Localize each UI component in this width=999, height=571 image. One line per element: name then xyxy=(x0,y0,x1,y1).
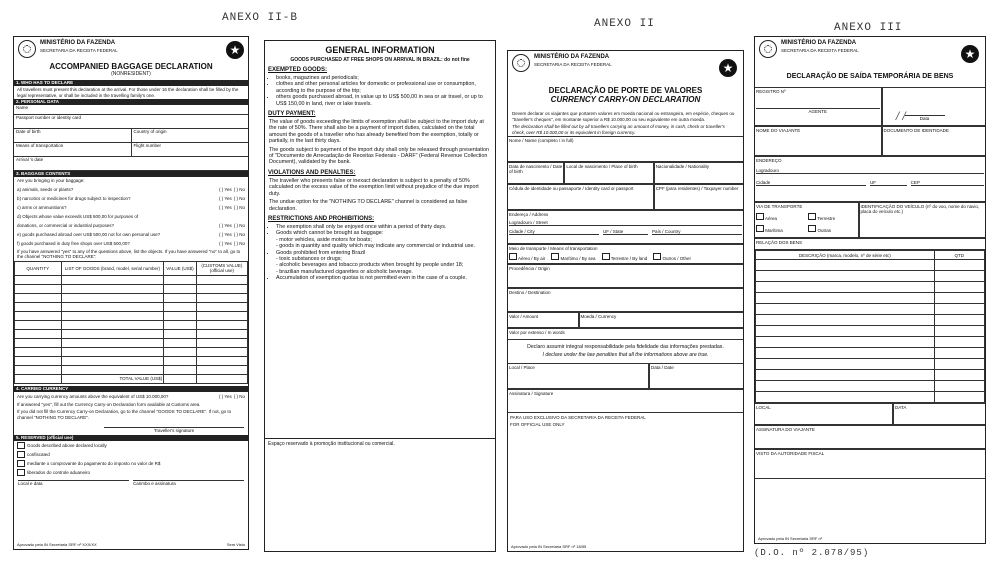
traveller-name-field[interactable]: Nome / Name (completo / in full) xyxy=(508,136,743,162)
transport-land-option[interactable]: Terrestre xyxy=(808,213,856,221)
intro-pt: Devem declarar os viajantes que portarem valores em moeda nacional ou estrangeira, em espécie, cheques ou "traveller's cheques", em montante superior a R$ 10.000,00 ou seu equivalente em outra moeda. xyxy=(512,111,735,122)
form-title-en: CURRENCY CARRY-ON DECLARATION xyxy=(550,95,701,104)
declaration-en: I declare under the law penalties that all the informations above are true. xyxy=(542,351,709,358)
ministry-name: MINISTÉRIO DA FAZENDA xyxy=(534,54,610,60)
table-row xyxy=(756,359,985,370)
currency-note-2: If you did not fill the Currency Carry-on Declaration, go to the channel "GOODS TO DECLARE". If not, go to channel "NOTHING TO DECLARE". xyxy=(17,409,232,420)
currency-type-field[interactable]: Moeda / Currency xyxy=(579,312,744,328)
list-item: • others goods purchased abroad, in value up to US$ 500,00 in sea or air travel, or up to US$ 150,00 in land, river or lake travels. xyxy=(276,94,491,107)
birth-date-field[interactable]: Data de nascimento / Date of birth xyxy=(508,162,564,184)
yes-option[interactable]: ( ) Yes xyxy=(218,393,232,399)
yes-option[interactable]: ( ) Yes xyxy=(218,204,232,210)
destination-field[interactable]: Destino / Destination xyxy=(508,288,743,312)
form-title: DECLARAÇÃO DE SAÍDA TEMPORÁRIA DE BENS xyxy=(786,73,954,80)
baggage-declaration-form xyxy=(13,36,249,550)
table-row xyxy=(756,337,985,348)
transport-other-option[interactable]: Outras xyxy=(808,225,856,233)
official-stamp-signature[interactable]: Carimbo e assinatura xyxy=(133,480,244,486)
restrictions-heading: RESTRICTIONS AND PROHIBITIONS: xyxy=(268,215,375,222)
star-emblem-icon: ★ xyxy=(226,41,244,59)
intro-en: The declaration shall be filled out by all travellers carrying an amount of money, in cash, check or traveller's check, over R$ 10.000,00 or its equivalent in foreign currency. xyxy=(512,124,725,135)
col-value: VALUE (US$) xyxy=(164,261,197,275)
section-1-text: All travellers must present this declaration at the arrival. For those under 16 the declaration shall be filled by the legal representative, or shall be included in the travelling family's one. xyxy=(17,87,239,98)
address-label: Endereço / Address xyxy=(509,212,549,217)
city-field[interactable]: Cidade xyxy=(756,180,866,186)
republic-seal-icon xyxy=(18,40,36,58)
traveller-signature-line[interactable]: Traveller's signature xyxy=(104,427,244,433)
uf-field[interactable]: UF xyxy=(870,180,907,186)
official-check-3: mediante o comprovante do pagamento do imposto no valor de R$ xyxy=(14,459,248,468)
table-row xyxy=(756,348,985,359)
list-item: • Goods prohibited from entering Brazil - toxic substances or drugs; - alcoholic beverages and tobacco products when brought by people under 18; - brazilian manufactured cigarettes or alcoholic beverage. xyxy=(276,250,491,276)
amount-field[interactable]: Valor / Amount xyxy=(508,312,579,328)
table-row xyxy=(15,338,248,347)
table-row xyxy=(15,356,248,365)
col-list-of-goods: LIST OF GOODS (brand, model, serial number) xyxy=(61,261,164,275)
star-emblem-icon: ★ xyxy=(719,59,737,77)
amount-words-field[interactable]: Valor por extenso / In words xyxy=(508,328,743,340)
annex-label-1: ANEXO II-B xyxy=(222,12,299,24)
fiscal-authority-field[interactable]: VISTO DA AUTORIDADE FISCAL xyxy=(755,449,985,479)
country-field[interactable]: País / Country xyxy=(652,229,742,235)
identity-document-field[interactable]: DOCUMENTO DE IDENTIDADE xyxy=(882,126,986,156)
currency-question: Are you carrying currency amounts above the equivalent of US$ 10.000,00? ( ) Yes ( ) No xyxy=(17,393,245,399)
republic-seal-icon xyxy=(759,40,777,58)
transport-block xyxy=(755,202,859,238)
table-row xyxy=(15,320,248,329)
transport-field[interactable]: Means of transportation xyxy=(14,143,132,157)
birth-place-field[interactable]: Local de nascimento / Place of birth xyxy=(564,162,653,184)
form-subtitle: (NONRESIDENT) xyxy=(111,71,151,77)
transport-sea-option[interactable]: Marítima xyxy=(756,225,804,233)
form2-footer: Aprovado pela IN Secretaria SRF nº 18/95 xyxy=(511,544,587,549)
official-use-label: PARA USO EXCLUSIVO DA SECRETARIA DA RECEITA FEDERAL xyxy=(510,415,646,420)
table-row xyxy=(15,311,248,320)
birth-date-field[interactable]: Date of birth xyxy=(14,129,132,143)
no-option[interactable]: ( ) No xyxy=(233,240,245,246)
transport-air-option[interactable]: Aérea xyxy=(756,213,804,221)
city-field[interactable]: Cidade / City xyxy=(509,229,599,235)
col-quantity: QUANTITY xyxy=(15,261,62,275)
transport-sea-option[interactable]: Marítimo / By sea xyxy=(551,253,595,261)
table-row xyxy=(756,370,985,381)
form-title: ACCOMPANIED BAGGAGE DECLARATION xyxy=(49,62,213,71)
section-5-heading: 5. RESERVED (official use) xyxy=(14,435,248,441)
origin-field[interactable]: Procedência / Origin xyxy=(508,264,743,288)
temporary-exit-form xyxy=(754,36,986,544)
table-row xyxy=(15,275,248,284)
traveller-signature-field[interactable]: ASSINATURA DO VIAJANTE xyxy=(755,425,985,449)
signature-field[interactable]: Assinatura / Signature xyxy=(508,389,743,413)
transport-label: VIA DE TRANSPORTE xyxy=(756,204,803,209)
table-row xyxy=(756,381,985,392)
date-field[interactable]: Data / Date xyxy=(649,363,743,389)
goods-table xyxy=(755,250,985,403)
registration-number-field[interactable]: REGISTRO Nº xyxy=(756,89,786,94)
ministry-name: MINISTÉRIO DA FAZENDA xyxy=(40,40,116,46)
handwritten-mark: / / xyxy=(896,111,906,122)
total-row xyxy=(15,374,248,383)
col-description: DESCRIÇÃO (marca, modelo, nº de série etc) xyxy=(756,251,935,260)
no-option[interactable]: ( ) No xyxy=(233,393,245,399)
no-option[interactable]: ( ) No xyxy=(233,186,245,192)
cep-field[interactable]: CEP xyxy=(911,180,984,186)
currency-declaration-form xyxy=(507,50,744,552)
form1-footer: Aprovado pela IN Secretaria SRF nº XXX/XX xyxy=(17,542,97,547)
traveller-name-field[interactable]: NOME DO VIAJANTE xyxy=(755,126,882,156)
yes-option[interactable]: ( ) Yes xyxy=(218,186,232,192)
col-customs-value: (CUSTOMS VALUE) (official use) xyxy=(196,261,247,275)
form1-footer-right: Sem Visto xyxy=(226,542,245,547)
currency-note: If answered "yes", fill out the Currency Carry-on Declaration form available at Customs area. xyxy=(17,401,201,407)
identity-field[interactable]: Cédula de identidade ou passaporte / Identity card or passport xyxy=(508,184,654,210)
table-row xyxy=(756,315,985,326)
agent-signature[interactable]: AGENTE xyxy=(756,108,880,114)
question-f: f) goods purchased in duty free shops over US$ 500,00? ( ) Yes ( ) No xyxy=(17,240,245,246)
table-row xyxy=(15,347,248,356)
arrival-date-field[interactable]: Arrival 's date xyxy=(14,157,248,171)
passport-field[interactable]: Passport number or identity card xyxy=(14,115,248,129)
list-item: • The exemption shall only be enjoyed once within a period of thirty days. xyxy=(276,224,491,230)
list-item: • clothes and other personal articles for domestic or professional use or consumption, according to the purpose of the trip; xyxy=(276,81,491,94)
list-item: • Accumulation of exemption quotas is not permitted even in the case of a couple. xyxy=(276,275,491,281)
star-emblem-icon: ★ xyxy=(961,45,979,63)
place-field[interactable]: Local / Place xyxy=(508,363,649,389)
general-information-page xyxy=(264,40,496,552)
table-row xyxy=(756,392,985,403)
yes-option[interactable]: ( ) Yes xyxy=(218,231,232,237)
table-row xyxy=(756,271,985,282)
question-d-cont: donations, or commercial or industrial purposes? ( ) Yes ( ) No xyxy=(17,222,245,228)
date-field[interactable]: Data xyxy=(905,115,945,121)
goods-list-label: RELAÇÃO DOS BENS xyxy=(755,238,985,250)
section-1-heading: 1. WHO HAS TO DECLARE xyxy=(14,80,248,86)
nationality-field[interactable]: Nacionalidade / Nationality xyxy=(654,162,743,184)
violations-text-2: The undue option for the "NOTHING TO DECLARE" channel is considered as false declaration. xyxy=(269,199,468,212)
official-use-label-en: FOR OFFICIAL USE ONLY xyxy=(510,422,565,427)
transport-block xyxy=(508,244,743,264)
table-row xyxy=(15,329,248,338)
violations-heading: VIOLATIONS AND PENALTIES: xyxy=(268,169,356,176)
address-label: ENDEREÇO xyxy=(756,158,782,163)
table-row xyxy=(756,260,985,271)
street-field[interactable]: Logradouro xyxy=(756,168,984,174)
address-block xyxy=(508,210,743,244)
violations-text-1: The traveller who presents false or inexact declaration is subject to a penalty of 50% calculated on the excess value of the exemption limit without prejudice of the due import duty. xyxy=(269,177,479,197)
secretary-name: SECRETARIA DA RECEITA FEDERAL xyxy=(534,62,612,67)
section-2-heading: 2. PERSONAL DATA xyxy=(14,99,248,105)
transport-label: Meio de transporte / Means of transportation xyxy=(509,246,598,251)
transport-other-option[interactable]: Outros / Other xyxy=(653,253,691,261)
info-title: GENERAL INFORMATION xyxy=(325,45,435,55)
col-quantity: QTD xyxy=(934,251,984,260)
question-d: d) Objects whose value exceeds US$ 500,00 for purposes of xyxy=(17,213,139,219)
annex-label-3: ANEXO III xyxy=(834,22,903,34)
vehicle-identification-field[interactable]: IDENTIFICAÇÃO DO VEÍCULO (nº do voo, nome do navio, placa do veículo etc.) xyxy=(859,202,986,238)
table-row xyxy=(15,302,248,311)
exempted-heading: EXEMPTED GOODS: xyxy=(268,67,328,73)
ministry-name: MINISTÉRIO DA FAZENDA xyxy=(781,40,857,46)
country-origin-field[interactable]: Country of origin xyxy=(132,129,249,143)
duty-text-1: The value of goods exceeding the limits of exemption shall be subject to the import duty at the rate of 50%. There shall also be a payment of import duties, calculated on the total amount the goods of a traveller who has already benefited from the exemption, totally or partially, in the last thirty days. xyxy=(269,119,484,145)
table-row xyxy=(756,282,985,293)
date-field-bottom[interactable]: DATA xyxy=(893,403,985,425)
section-3-heading: 3. BAGGAGE CONTENTS xyxy=(14,171,248,177)
table-row xyxy=(15,293,248,302)
no-option[interactable]: ( ) No xyxy=(233,204,245,210)
cpf-field[interactable]: CPF (para residentes) / Taxpayer number xyxy=(654,184,743,210)
secretary-name: SECRETARIA DA RECEITA FEDERAL xyxy=(40,48,118,53)
duty-text-2: The goods subject to payment of the import duty shall only be released through presentation of "Documento de Arrecadação de Receitas Federais - DARF" (Federal Revenue Collection Document), validated by the bank. xyxy=(269,146,489,166)
question-c: c) arms or ammunitions? ( ) Yes ( ) No xyxy=(17,204,245,210)
exempted-list xyxy=(269,75,491,107)
registration-block xyxy=(755,88,882,126)
address-block xyxy=(755,156,985,202)
table-row xyxy=(756,304,985,315)
table-row xyxy=(756,326,985,337)
questions-note: If you have answered "yes" to any of the questions above, list the objects. If you have answered "no" to all, go to the channel "NOTHING TO DECLARE". xyxy=(17,248,241,259)
state-field[interactable]: UF / State xyxy=(603,229,648,235)
transport-land-option[interactable]: Terrestre / By land xyxy=(602,253,648,261)
name-field[interactable]: Name xyxy=(14,105,248,115)
yes-option[interactable]: ( ) Yes xyxy=(218,222,232,228)
total-label: TOTAL VALUE (US$) xyxy=(61,374,164,383)
duty-heading: DUTY PAYMENT: xyxy=(268,111,316,118)
list-item: • books, magazines and periodicals; xyxy=(276,75,491,81)
secretary-name: SECRETARIA DA RECEITA FEDERAL xyxy=(781,48,859,53)
yes-option[interactable]: ( ) Yes xyxy=(218,240,232,246)
question-a: a) animals, seeds or plants? ( ) Yes ( ) No xyxy=(17,186,245,192)
no-option[interactable]: ( ) No xyxy=(233,222,245,228)
annex-label-2: ANEXO II xyxy=(594,18,655,30)
declaration-pt: Declaro assumir integral responsabilidade pela fidelidade das informações prestadas. xyxy=(527,344,724,350)
table-row xyxy=(15,284,248,293)
list-item: • Goods which cannot be brought as baggage: - motor vehicles, aside motors for boats; - goods in quantity and quality which may indicate any commercial or industrial use. xyxy=(276,230,491,249)
info-lead: GOODS PURCHASED AT FREE SHOPS ON ARRIVAL IN BRAZIL: do not fine xyxy=(290,57,470,63)
table-row xyxy=(756,293,985,304)
table-row xyxy=(15,365,248,374)
street-field[interactable]: Logradouro / Street xyxy=(509,220,742,226)
official-check-2: confiscated xyxy=(14,450,248,459)
question-b: b) narcotics or medicines for drugs subject to inspection? ( ) Yes ( ) No xyxy=(17,195,245,201)
no-option[interactable]: ( ) No xyxy=(233,231,245,237)
place-field[interactable]: LOCAL xyxy=(755,403,893,425)
republic-seal-icon xyxy=(512,54,530,72)
reserved-space: Espaço reservado à promoção institucional ou comercial. xyxy=(265,438,495,551)
baggage-question-intro: Are you bringing in your baggage: xyxy=(17,178,85,183)
form3-footer: Aprovado pela IN Secretaria SRF nº xyxy=(758,536,823,541)
official-check-4: liberados do controle aduaneiro xyxy=(14,468,248,477)
flight-number-field[interactable]: Flight number xyxy=(132,143,249,157)
yes-option[interactable]: ( ) Yes xyxy=(218,195,232,201)
form-title-pt: DECLARAÇÃO DE PORTE DE VALORES xyxy=(548,86,703,95)
official-gazette-stamp: (D.O. nº 2.078/95) xyxy=(754,548,870,558)
official-check-1: Goods described above declared locally xyxy=(14,441,248,450)
official-place-date[interactable]: Local e data xyxy=(18,480,129,486)
transport-air-option[interactable]: Aéreo / By air xyxy=(509,253,545,261)
restrictions-list xyxy=(269,224,491,282)
question-e: e) goods purchased abroad over US$ 500,00 not for own personal use? ( ) Yes ( ) No xyxy=(17,231,245,237)
no-option[interactable]: ( ) No xyxy=(233,195,245,201)
goods-table xyxy=(14,261,248,384)
section-4-heading: 4. CARRIED CURRENCY xyxy=(14,386,248,392)
